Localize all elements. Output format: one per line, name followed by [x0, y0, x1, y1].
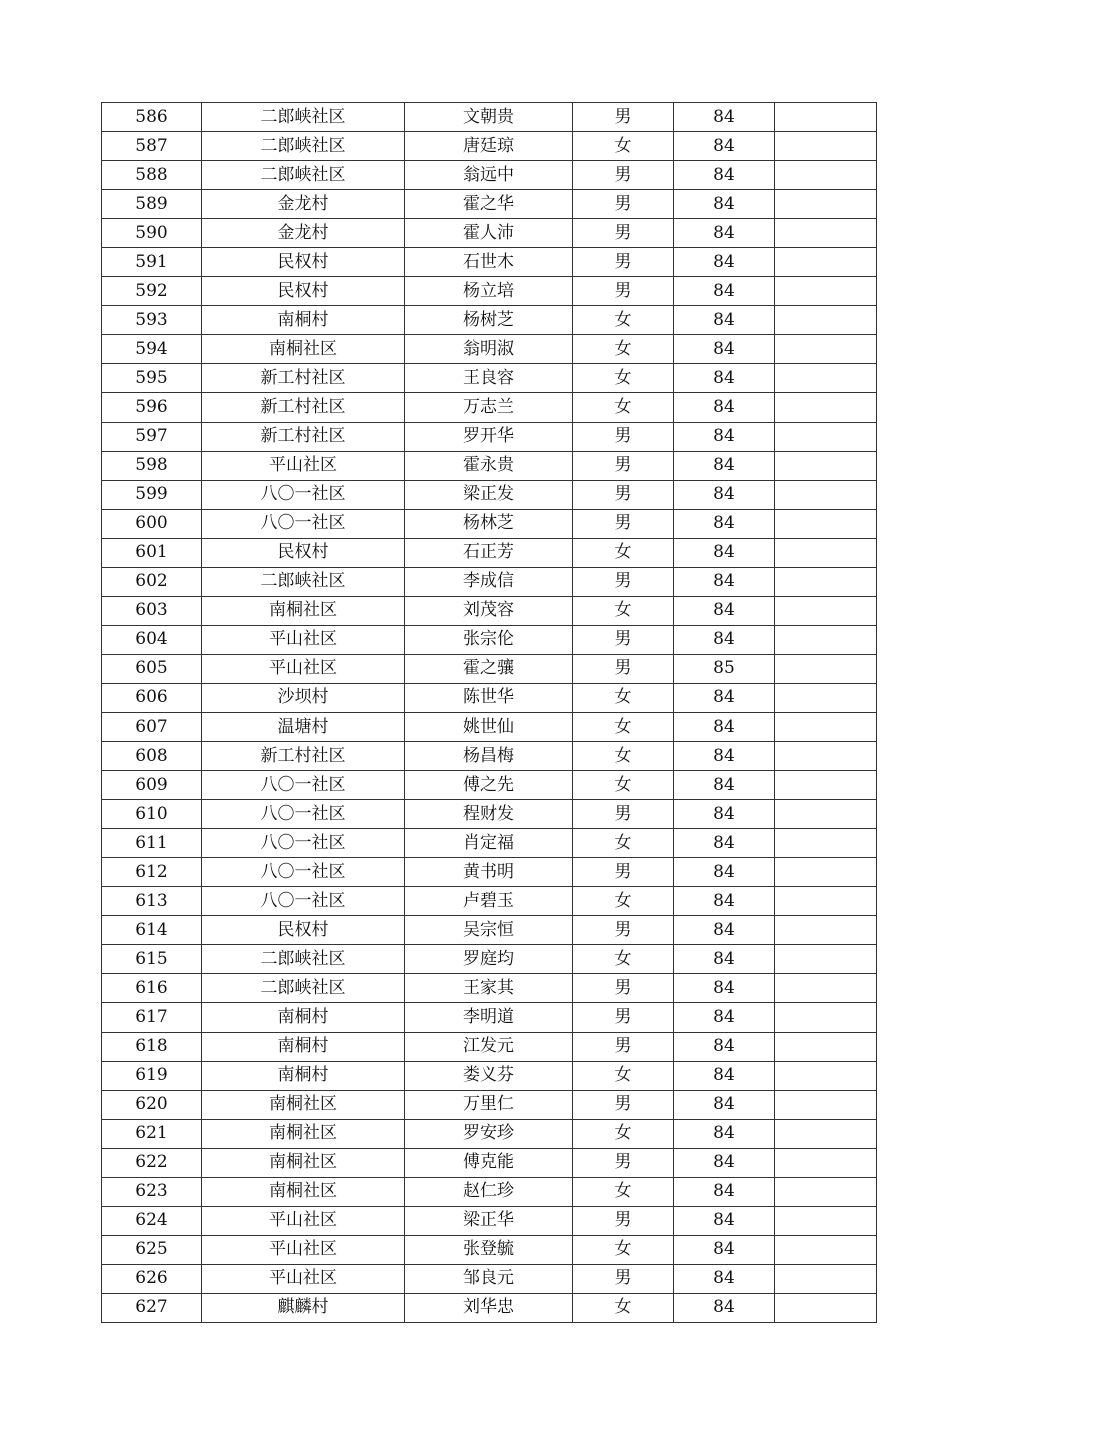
- age-cell: 84: [674, 829, 775, 858]
- table-row: [102, 1061, 877, 1090]
- note-cell: [775, 771, 877, 800]
- table-row: [102, 190, 877, 219]
- gender-cell: 男: [573, 1003, 674, 1032]
- community-cell: 麒麟村: [202, 1293, 405, 1322]
- table-row: [102, 132, 877, 161]
- note-cell: [775, 1090, 877, 1119]
- row-number-cell: 626: [102, 1264, 202, 1293]
- gender-cell: 男: [573, 248, 674, 277]
- age-cell: 84: [674, 509, 775, 538]
- age-cell: 84: [674, 1032, 775, 1061]
- row-number-cell: 615: [102, 945, 202, 974]
- community-cell: 二郎峡社区: [202, 945, 405, 974]
- community-cell: 八〇一社区: [202, 829, 405, 858]
- row-number-cell: 627: [102, 1293, 202, 1322]
- name-cell: 万志兰: [405, 393, 573, 422]
- gender-cell: 女: [573, 887, 674, 916]
- row-number-cell: 599: [102, 480, 202, 509]
- name-cell: 张宗伦: [405, 625, 573, 654]
- gender-cell: 男: [573, 1148, 674, 1177]
- table-row: [102, 335, 877, 364]
- gender-cell: 男: [573, 1206, 674, 1235]
- note-cell: [775, 248, 877, 277]
- table-row: [102, 1032, 877, 1061]
- gender-cell: 女: [573, 132, 674, 161]
- row-number-cell: 622: [102, 1148, 202, 1177]
- note-cell: [775, 1148, 877, 1177]
- age-cell: 85: [674, 654, 775, 683]
- community-cell: 南桐社区: [202, 596, 405, 625]
- gender-cell: 女: [573, 945, 674, 974]
- name-cell: 万里仁: [405, 1090, 573, 1119]
- row-number-cell: 617: [102, 1003, 202, 1032]
- row-number-cell: 597: [102, 422, 202, 451]
- age-cell: 84: [674, 1293, 775, 1322]
- gender-cell: 女: [573, 1119, 674, 1148]
- age-cell: 84: [674, 1235, 775, 1264]
- age-cell: 84: [674, 277, 775, 306]
- community-cell: 平山社区: [202, 654, 405, 683]
- name-cell: 石正芳: [405, 538, 573, 567]
- age-cell: 84: [674, 742, 775, 771]
- note-cell: [775, 1177, 877, 1206]
- community-cell: 金龙村: [202, 190, 405, 219]
- gender-cell: 女: [573, 393, 674, 422]
- table-row: [102, 219, 877, 248]
- age-cell: 84: [674, 1148, 775, 1177]
- row-number-cell: 588: [102, 161, 202, 190]
- gender-cell: 女: [573, 1061, 674, 1090]
- table-row: [102, 683, 877, 712]
- note-cell: [775, 132, 877, 161]
- name-cell: 霍永贵: [405, 451, 573, 480]
- community-cell: 南桐村: [202, 306, 405, 335]
- row-number-cell: 612: [102, 858, 202, 887]
- age-cell: 84: [674, 596, 775, 625]
- name-cell: 王家其: [405, 974, 573, 1003]
- community-cell: 二郎峡社区: [202, 103, 405, 132]
- community-cell: 南桐社区: [202, 1119, 405, 1148]
- age-cell: 84: [674, 887, 775, 916]
- note-cell: [775, 103, 877, 132]
- community-cell: 沙坝村: [202, 683, 405, 712]
- name-cell: 霍之骧: [405, 654, 573, 683]
- name-cell: 罗安珍: [405, 1119, 573, 1148]
- community-cell: 新工村社区: [202, 742, 405, 771]
- row-number-cell: 608: [102, 742, 202, 771]
- community-cell: 新工村社区: [202, 364, 405, 393]
- table-row: [102, 103, 877, 132]
- name-cell: 文朝贵: [405, 103, 573, 132]
- name-cell: 梁正发: [405, 480, 573, 509]
- name-cell: 翁明淑: [405, 335, 573, 364]
- community-cell: 八〇一社区: [202, 858, 405, 887]
- community-cell: 南桐社区: [202, 1148, 405, 1177]
- table-row: [102, 422, 877, 451]
- gender-cell: 女: [573, 364, 674, 393]
- age-cell: 84: [674, 1090, 775, 1119]
- table-row: [102, 538, 877, 567]
- community-cell: 八〇一社区: [202, 480, 405, 509]
- row-number-cell: 591: [102, 248, 202, 277]
- age-cell: 84: [674, 248, 775, 277]
- row-number-cell: 587: [102, 132, 202, 161]
- note-cell: [775, 161, 877, 190]
- name-cell: 卢碧玉: [405, 887, 573, 916]
- note-cell: [775, 1235, 877, 1264]
- community-cell: 民权村: [202, 248, 405, 277]
- table-row: [102, 451, 877, 480]
- table-row: [102, 858, 877, 887]
- age-cell: 84: [674, 161, 775, 190]
- note-cell: [775, 509, 877, 538]
- note-cell: [775, 1061, 877, 1090]
- table-row: [102, 1003, 877, 1032]
- note-cell: [775, 800, 877, 829]
- community-cell: 八〇一社区: [202, 509, 405, 538]
- table-row: [102, 364, 877, 393]
- table-row: [102, 654, 877, 683]
- row-number-cell: 613: [102, 887, 202, 916]
- table-row: [102, 306, 877, 335]
- row-number-cell: 609: [102, 771, 202, 800]
- age-cell: 84: [674, 683, 775, 712]
- row-number-cell: 619: [102, 1061, 202, 1090]
- note-cell: [775, 1206, 877, 1235]
- age-cell: 84: [674, 190, 775, 219]
- gender-cell: 男: [573, 654, 674, 683]
- table-row: [102, 800, 877, 829]
- table-row: [102, 1264, 877, 1293]
- table-row: [102, 916, 877, 945]
- note-cell: [775, 683, 877, 712]
- community-cell: 南桐村: [202, 1032, 405, 1061]
- community-cell: 二郎峡社区: [202, 974, 405, 1003]
- note-cell: [775, 625, 877, 654]
- row-number-cell: 595: [102, 364, 202, 393]
- age-cell: 84: [674, 800, 775, 829]
- name-cell: 李明道: [405, 1003, 573, 1032]
- age-cell: 84: [674, 625, 775, 654]
- table-row: [102, 887, 877, 916]
- table-row: [102, 625, 877, 654]
- community-cell: 二郎峡社区: [202, 161, 405, 190]
- gender-cell: 男: [573, 161, 674, 190]
- age-cell: 84: [674, 364, 775, 393]
- name-cell: 邹良元: [405, 1264, 573, 1293]
- age-cell: 84: [674, 858, 775, 887]
- table-row: [102, 974, 877, 1003]
- note-cell: [775, 596, 877, 625]
- row-number-cell: 620: [102, 1090, 202, 1119]
- age-cell: 84: [674, 451, 775, 480]
- note-cell: [775, 335, 877, 364]
- note-cell: [775, 654, 877, 683]
- age-cell: 84: [674, 306, 775, 335]
- gender-cell: 男: [573, 1090, 674, 1119]
- row-number-cell: 593: [102, 306, 202, 335]
- table-row: [102, 771, 877, 800]
- community-cell: 平山社区: [202, 1264, 405, 1293]
- note-cell: [775, 829, 877, 858]
- community-cell: 平山社区: [202, 1235, 405, 1264]
- community-cell: 民权村: [202, 277, 405, 306]
- row-number-cell: 623: [102, 1177, 202, 1206]
- community-cell: 二郎峡社区: [202, 132, 405, 161]
- note-cell: [775, 451, 877, 480]
- row-number-cell: 606: [102, 683, 202, 712]
- note-cell: [775, 712, 877, 741]
- name-cell: 杨立培: [405, 277, 573, 306]
- name-cell: 罗开华: [405, 422, 573, 451]
- row-number-cell: 611: [102, 829, 202, 858]
- gender-cell: 男: [573, 451, 674, 480]
- gender-cell: 女: [573, 1177, 674, 1206]
- table-row: [102, 480, 877, 509]
- gender-cell: 女: [573, 683, 674, 712]
- table-row: [102, 1235, 877, 1264]
- age-cell: 84: [674, 1003, 775, 1032]
- note-cell: [775, 567, 877, 596]
- gender-cell: 女: [573, 335, 674, 364]
- age-cell: 84: [674, 1119, 775, 1148]
- name-cell: 程财发: [405, 800, 573, 829]
- note-cell: [775, 916, 877, 945]
- community-cell: 南桐村: [202, 1061, 405, 1090]
- age-cell: 84: [674, 1206, 775, 1235]
- note-cell: [775, 393, 877, 422]
- community-cell: 平山社区: [202, 1206, 405, 1235]
- community-cell: 金龙村: [202, 219, 405, 248]
- name-cell: 罗庭均: [405, 945, 573, 974]
- gender-cell: 男: [573, 625, 674, 654]
- community-cell: 平山社区: [202, 625, 405, 654]
- name-cell: 肖定福: [405, 829, 573, 858]
- note-cell: [775, 277, 877, 306]
- name-cell: 刘茂容: [405, 596, 573, 625]
- age-cell: 84: [674, 103, 775, 132]
- community-cell: 南桐社区: [202, 335, 405, 364]
- gender-cell: 女: [573, 538, 674, 567]
- gender-cell: 女: [573, 306, 674, 335]
- community-cell: 八〇一社区: [202, 771, 405, 800]
- row-number-cell: 605: [102, 654, 202, 683]
- table-row: [102, 712, 877, 741]
- age-cell: 84: [674, 335, 775, 364]
- gender-cell: 男: [573, 974, 674, 1003]
- name-cell: 江发元: [405, 1032, 573, 1061]
- name-cell: 刘华忠: [405, 1293, 573, 1322]
- gender-cell: 男: [573, 103, 674, 132]
- row-number-cell: 607: [102, 712, 202, 741]
- table-row: [102, 567, 877, 596]
- row-number-cell: 596: [102, 393, 202, 422]
- gender-cell: 女: [573, 771, 674, 800]
- note-cell: [775, 887, 877, 916]
- community-cell: 民权村: [202, 916, 405, 945]
- row-number-cell: 594: [102, 335, 202, 364]
- note-cell: [775, 190, 877, 219]
- community-cell: 南桐村: [202, 1003, 405, 1032]
- name-cell: 梁正华: [405, 1206, 573, 1235]
- gender-cell: 女: [573, 742, 674, 771]
- name-cell: 王良容: [405, 364, 573, 393]
- name-cell: 霍之华: [405, 190, 573, 219]
- gender-cell: 男: [573, 422, 674, 451]
- name-cell: 杨昌梅: [405, 742, 573, 771]
- name-cell: 黄书明: [405, 858, 573, 887]
- gender-cell: 女: [573, 712, 674, 741]
- community-cell: 平山社区: [202, 451, 405, 480]
- table-row: [102, 277, 877, 306]
- note-cell: [775, 1264, 877, 1293]
- row-number-cell: 586: [102, 103, 202, 132]
- name-cell: 霍人沛: [405, 219, 573, 248]
- row-number-cell: 601: [102, 538, 202, 567]
- table-row: [102, 1148, 877, 1177]
- note-cell: [775, 480, 877, 509]
- age-cell: 84: [674, 1061, 775, 1090]
- name-cell: 吴宗恒: [405, 916, 573, 945]
- age-cell: 84: [674, 393, 775, 422]
- community-cell: 南桐社区: [202, 1090, 405, 1119]
- name-cell: 赵仁珍: [405, 1177, 573, 1206]
- age-cell: 84: [674, 219, 775, 248]
- row-number-cell: 602: [102, 567, 202, 596]
- table-row: [102, 829, 877, 858]
- note-cell: [775, 1119, 877, 1148]
- name-cell: 傅之先: [405, 771, 573, 800]
- age-cell: 84: [674, 916, 775, 945]
- note-cell: [775, 1003, 877, 1032]
- age-cell: 84: [674, 538, 775, 567]
- table-row: [102, 1206, 877, 1235]
- gender-cell: 男: [573, 858, 674, 887]
- table-row: [102, 509, 877, 538]
- gender-cell: 男: [573, 190, 674, 219]
- row-number-cell: 590: [102, 219, 202, 248]
- table-row: [102, 1090, 877, 1119]
- community-cell: 南桐社区: [202, 1177, 405, 1206]
- community-cell: 八〇一社区: [202, 800, 405, 829]
- age-cell: 84: [674, 567, 775, 596]
- community-cell: 民权村: [202, 538, 405, 567]
- table-row: [102, 1293, 877, 1322]
- community-cell: 二郎峡社区: [202, 567, 405, 596]
- gender-cell: 女: [573, 1235, 674, 1264]
- row-number-cell: 598: [102, 451, 202, 480]
- roster-table: [101, 102, 877, 1323]
- table-row: [102, 248, 877, 277]
- row-number-cell: 592: [102, 277, 202, 306]
- gender-cell: 男: [573, 916, 674, 945]
- gender-cell: 女: [573, 829, 674, 858]
- name-cell: 杨树芝: [405, 306, 573, 335]
- community-cell: 新工村社区: [202, 393, 405, 422]
- gender-cell: 男: [573, 219, 674, 248]
- roster-table-body: [102, 103, 877, 1323]
- name-cell: 张登毓: [405, 1235, 573, 1264]
- table-row: [102, 393, 877, 422]
- gender-cell: 女: [573, 1293, 674, 1322]
- note-cell: [775, 422, 877, 451]
- age-cell: 84: [674, 974, 775, 1003]
- note-cell: [775, 219, 877, 248]
- row-number-cell: 600: [102, 509, 202, 538]
- row-number-cell: 603: [102, 596, 202, 625]
- row-number-cell: 589: [102, 190, 202, 219]
- note-cell: [775, 974, 877, 1003]
- community-cell: 八〇一社区: [202, 887, 405, 916]
- row-number-cell: 614: [102, 916, 202, 945]
- name-cell: 石世木: [405, 248, 573, 277]
- note-cell: [775, 1293, 877, 1322]
- name-cell: 陈世华: [405, 683, 573, 712]
- age-cell: 84: [674, 422, 775, 451]
- age-cell: 84: [674, 132, 775, 161]
- name-cell: 姚世仙: [405, 712, 573, 741]
- age-cell: 84: [674, 771, 775, 800]
- age-cell: 84: [674, 1177, 775, 1206]
- row-number-cell: 616: [102, 974, 202, 1003]
- name-cell: 翁远中: [405, 161, 573, 190]
- table-row: [102, 161, 877, 190]
- gender-cell: 男: [573, 567, 674, 596]
- name-cell: 李成信: [405, 567, 573, 596]
- gender-cell: 男: [573, 1264, 674, 1293]
- table-row: [102, 1119, 877, 1148]
- note-cell: [775, 1032, 877, 1061]
- note-cell: [775, 364, 877, 393]
- age-cell: 84: [674, 1264, 775, 1293]
- table-row: [102, 742, 877, 771]
- name-cell: 唐廷琼: [405, 132, 573, 161]
- row-number-cell: 621: [102, 1119, 202, 1148]
- note-cell: [775, 858, 877, 887]
- row-number-cell: 618: [102, 1032, 202, 1061]
- gender-cell: 男: [573, 800, 674, 829]
- note-cell: [775, 306, 877, 335]
- table-row: [102, 945, 877, 974]
- row-number-cell: 625: [102, 1235, 202, 1264]
- row-number-cell: 624: [102, 1206, 202, 1235]
- community-cell: 新工村社区: [202, 422, 405, 451]
- row-number-cell: 604: [102, 625, 202, 654]
- gender-cell: 男: [573, 480, 674, 509]
- gender-cell: 男: [573, 1032, 674, 1061]
- gender-cell: 男: [573, 509, 674, 538]
- table-row: [102, 1177, 877, 1206]
- community-cell: 温塘村: [202, 712, 405, 741]
- gender-cell: 男: [573, 277, 674, 306]
- name-cell: 娄义芬: [405, 1061, 573, 1090]
- name-cell: 傅克能: [405, 1148, 573, 1177]
- note-cell: [775, 538, 877, 567]
- name-cell: 杨林芝: [405, 509, 573, 538]
- note-cell: [775, 945, 877, 974]
- gender-cell: 女: [573, 596, 674, 625]
- table-row: [102, 596, 877, 625]
- age-cell: 84: [674, 712, 775, 741]
- note-cell: [775, 742, 877, 771]
- age-cell: 84: [674, 480, 775, 509]
- age-cell: 84: [674, 945, 775, 974]
- row-number-cell: 610: [102, 800, 202, 829]
